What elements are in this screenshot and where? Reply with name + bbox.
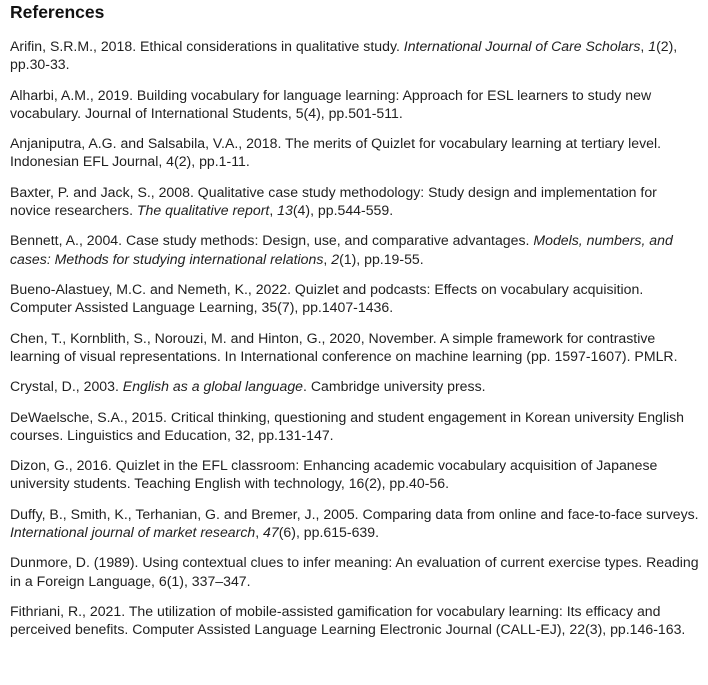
reference-entry [10, 183, 700, 219]
reference-text: (6), pp.615-639. [278, 523, 380, 540]
references-heading: References [10, 2, 105, 22]
reference-text: Fithriani, R., 2021. The utilization of mobile-assisted gamification for vocabulary learning: Its efficacy and perceived benefits. Computer Assisted Language Learning Electronic Journal (CALL-EJ), 22(3), pp.146-163. [10, 602, 686, 638]
reference-entry [10, 37, 700, 73]
reference-text: , [640, 38, 649, 54]
reference-entry [10, 86, 700, 122]
reference-italic-text: 2 [331, 250, 340, 267]
reference-entry [10, 231, 700, 267]
reference-text: . Cambridge university press. [303, 378, 486, 395]
reference-italic-text: International Journal of Care Scholars [403, 38, 641, 54]
reference-entry [10, 602, 700, 638]
reference-text: Bueno-Alastuey, M.C. and Nemeth, K., 2022. Quizlet and podcasts: Effects on vocabulary acquisition. Computer Assisted Language Learning, 35(7), pp.1407-1436. [10, 280, 644, 316]
reference-entry [10, 280, 700, 316]
reference-entry [10, 553, 700, 589]
reference-italic-text: English as a global language [122, 378, 304, 395]
reference-text: , [269, 201, 278, 218]
reference-text: (1), pp.19-55. [339, 250, 424, 267]
reference-text: , [323, 250, 332, 267]
reference-text: Anjaniputra, A.G. and Salsabila, V.A., 2018. The merits of Quizlet for vocabulary learning at tertiary level. Indonesian EFL Journal, 4(2), pp.1-11. [10, 135, 662, 170]
reference-italic-text: 47 [263, 523, 279, 540]
reference-entry [10, 377, 700, 395]
reference-text: (4), pp.544-559. [292, 201, 394, 218]
reference-text: Alharbi, A.M., 2019. Building vocabulary for language learning: Approach for ESL learners to study new vocabulary. Journal of International Students, 5(4), pp.501-511. [10, 86, 652, 121]
reference-italic-text: 13 [277, 201, 293, 218]
reference-text: Dizon, G., 2016. Quizlet in the EFL classroom: Enhancing academic vocabulary acquisition of Japanese university students. Teaching English with technology, 16(2), pp.40-56. [10, 457, 658, 492]
reference-text: Dunmore, D. (1989). Using contextual clues to infer meaning: An evaluation of current exercise types. Reading in a Foreign Language, 6(1), 337–347. [10, 554, 699, 589]
reference-italic-text: The qualitative report [136, 201, 270, 218]
reference-text: Bennett, A., 2004. Case study methods: Design, use, and comparative advantages. [10, 232, 534, 249]
reference-list [10, 37, 698, 638]
reference-italic-text: International journal of market research [10, 523, 256, 540]
reference-italic-text: 1 [648, 38, 657, 54]
reference-text: (2), pp.30-33. [10, 38, 678, 73]
reference-text: , [255, 523, 264, 540]
reference-entry [10, 505, 700, 541]
reference-entry [10, 329, 700, 365]
reference-text: DeWaelsche, S.A., 2015. Critical thinking, questioning and student engagement in Korean university English courses. Linguistics and Education, 32, pp.131-147. [10, 408, 685, 443]
reference-entry [10, 408, 700, 444]
reference-text: Chen, T., Kornblith, S., Norouzi, M. and Hinton, G., 2020, November. A simple framework for contrastive learning of visual representations. In International conference on machine learning (pp. 1597-1607). PMLR. [10, 329, 678, 364]
reference-text: Duffy, B., Smith, K., Terhanian, G. and Bremer, J., 2005. Comparing data from online and face-to-face surveys. [10, 505, 699, 522]
reference-italic-text: Models, numbers, and cases: Methods for studying international relations [10, 232, 673, 267]
reference-text: Crystal, D., 2003. [10, 378, 123, 395]
reference-text: Baxter, P. and Jack, S., 2008. Qualitative case study methodology: Study design and implementation for novice researchers. [10, 183, 657, 218]
reference-entry [10, 456, 700, 492]
reference-entry [10, 134, 700, 170]
reference-text: Arifin, S.R.M., 2018. Ethical considerations in qualitative study. [10, 38, 404, 54]
